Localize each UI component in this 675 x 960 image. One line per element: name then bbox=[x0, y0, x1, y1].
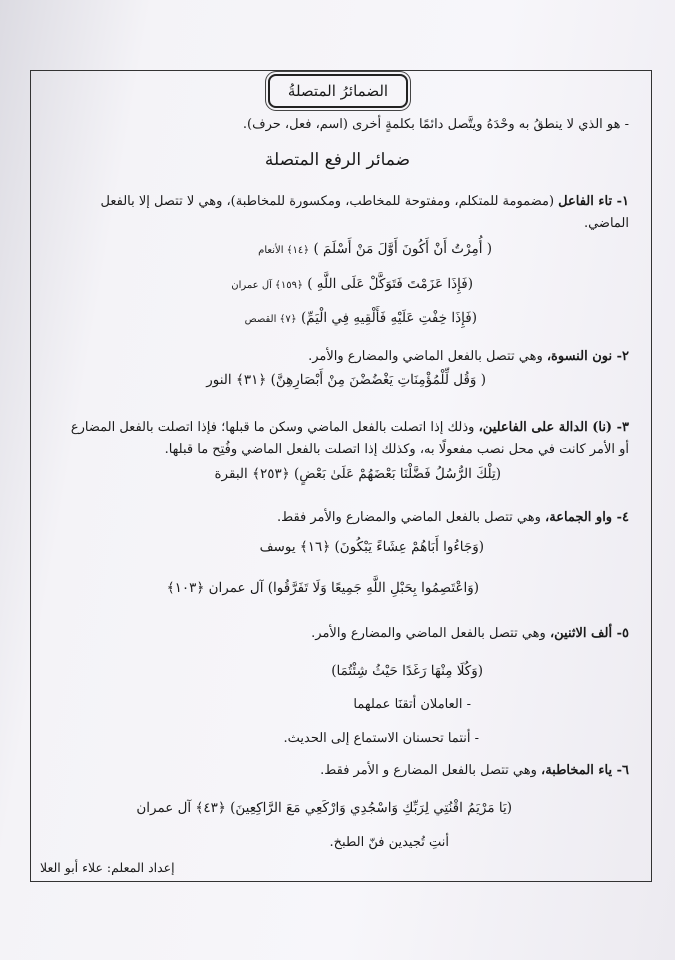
item-1-desc-cont: الماضي. bbox=[583, 216, 629, 231]
item-4-example-2 bbox=[167, 580, 479, 596]
item-4-lead: ٤- واو الجماعة، bbox=[545, 510, 629, 525]
item-1-example-1 bbox=[258, 241, 492, 257]
example-text: (تِلْكَ الرُّسُلُ فَضَّلْنَا بَعْضَهُمْ عَلَىٰ بَعْضٍ) bbox=[293, 466, 501, 482]
section-heading: ضمائر الرفع المتصلة bbox=[264, 150, 411, 170]
item-6-line bbox=[320, 763, 629, 778]
item-4-line bbox=[277, 510, 629, 525]
item-6-lead: ٦- ياء المخاطبة، bbox=[541, 763, 629, 778]
item-1-line bbox=[101, 194, 629, 209]
item-4-example-1 bbox=[260, 539, 484, 555]
example-text: (فَإِذَا خِفْتِ عَلَيْهِ فَأَلْقِيهِ فِي الْيَمِّ) bbox=[300, 310, 477, 326]
example-text: (فَإِذَا عَزَمْتَ فَتَوَكَّلْ عَلَى اللَّهِ ) bbox=[307, 276, 473, 292]
page-title: الضمائرُ المتصلةُ bbox=[268, 74, 408, 108]
item-2-lead: ٢- نون النسوة، bbox=[546, 349, 629, 364]
item-3-desc-cont: أو الأمر كانت في محل نصب مفعولًا به، وكذلك إذا اتصلت بالفعل الماضي وفُتِح ما قبلها. bbox=[164, 442, 629, 457]
item-3-desc: وذلك إذا اتصلت بالفعل الماضي وسكن ما قبلها؛ فإذا اتصلت بالفعل المضارع bbox=[70, 420, 475, 435]
example-text: ( أُمِرْتُ أَنْ أَكُونَ أَوَّلَ مَنْ أَسْلَمَ ) bbox=[313, 241, 492, 257]
item-1-example-3 bbox=[245, 310, 477, 326]
example-ref: ﴿١٦﴾ يوسف bbox=[259, 539, 331, 555]
item-5-example-3: - أنتما تحسنان الاستماع إلى الحديث. bbox=[283, 731, 479, 746]
item-2-example bbox=[206, 372, 486, 388]
example-text: (وَجَاءُوا أَبَاهُمْ عِشَاءً يَبْكُونَ) bbox=[334, 539, 484, 555]
item-6-example-1 bbox=[136, 800, 512, 816]
item-1-desc: (مضمومة للمتكلم، ومفتوحة للمخاطب، ومكسورة للمخاطبة)، وهي لا تتصل إلا بالفعل bbox=[100, 194, 555, 209]
example-ref: ﴿٧﴾ القصص bbox=[244, 314, 297, 325]
example-ref: آل عمران ﴿١٠٣﴾ bbox=[166, 580, 264, 596]
item-2-line bbox=[308, 349, 629, 364]
example-ref: ﴿٢٥٣﴾ البقرة bbox=[214, 466, 290, 482]
item-5-example-1: (وَكُلَا مِنْهَا رَغَدًا حَيْثُ شِئْتُمَا) bbox=[331, 663, 483, 679]
item-5-desc: وهي تتصل بالفعل الماضي والمضارع والأمر. bbox=[311, 626, 546, 641]
example-ref: ﴿٣١﴾ النور bbox=[206, 372, 267, 388]
example-text: (يَا مَرْيَمُ اقْنُتِي لِرَبِّكِ وَاسْجُدِي وَارْكَعِي مَعَ الرَّاكِعِينَ) bbox=[230, 800, 512, 816]
item-1-lead: ١- تاء الفاعل bbox=[558, 194, 629, 209]
item-6-desc: وهي تتصل بالفعل المضارع و الأمر فقط. bbox=[320, 763, 537, 778]
example-ref: ﴿١٥٩﴾ آل عمران bbox=[231, 280, 303, 291]
item-5-example-2: - العاملان أتقنَا عملهما bbox=[353, 697, 471, 712]
example-ref: ﴿١٤﴾ الأنعام bbox=[258, 245, 310, 256]
item-3-example bbox=[214, 466, 501, 482]
item-2-desc: وهي تتصل بالفعل الماضي والمضارع والأمر. bbox=[308, 349, 543, 364]
item-5-lead: ٥- ألف الاثنين، bbox=[549, 626, 629, 641]
example-text: (وَاعْتَصِمُوا بِحَبْلِ اللَّهِ جَمِيعًا وَلَا تَفَرَّقُوا) bbox=[267, 580, 479, 596]
example-text: ( وَقُل لِّلْمُؤْمِنَاتِ يَغْضُضْنَ مِنْ أَبْصَارِهِنَّ) bbox=[270, 372, 486, 388]
teacher-credit: إعداد المعلم: علاء أبو العلا bbox=[40, 860, 175, 875]
item-5-line bbox=[311, 626, 629, 641]
item-3-line bbox=[71, 420, 629, 435]
item-6-example-2: أنتِ تُجيدين فنّ الطبخ. bbox=[329, 835, 449, 850]
item-3-lead: ٣- (نا) الدالة على الفاعلين، bbox=[478, 420, 629, 435]
item-4-desc: وهي تتصل بالفعل الماضي والمضارع والأمر فقط. bbox=[276, 510, 541, 525]
definition-text: - هو الذي لا ينطقُ به وحْدَهُ ويتَّصل دائمًا بكلمةٍ أخرى (اسم، فعل، حرف). bbox=[242, 117, 629, 132]
example-ref: ﴿٤٣﴾ آل عمران bbox=[136, 800, 226, 816]
item-1-example-2 bbox=[231, 276, 473, 292]
